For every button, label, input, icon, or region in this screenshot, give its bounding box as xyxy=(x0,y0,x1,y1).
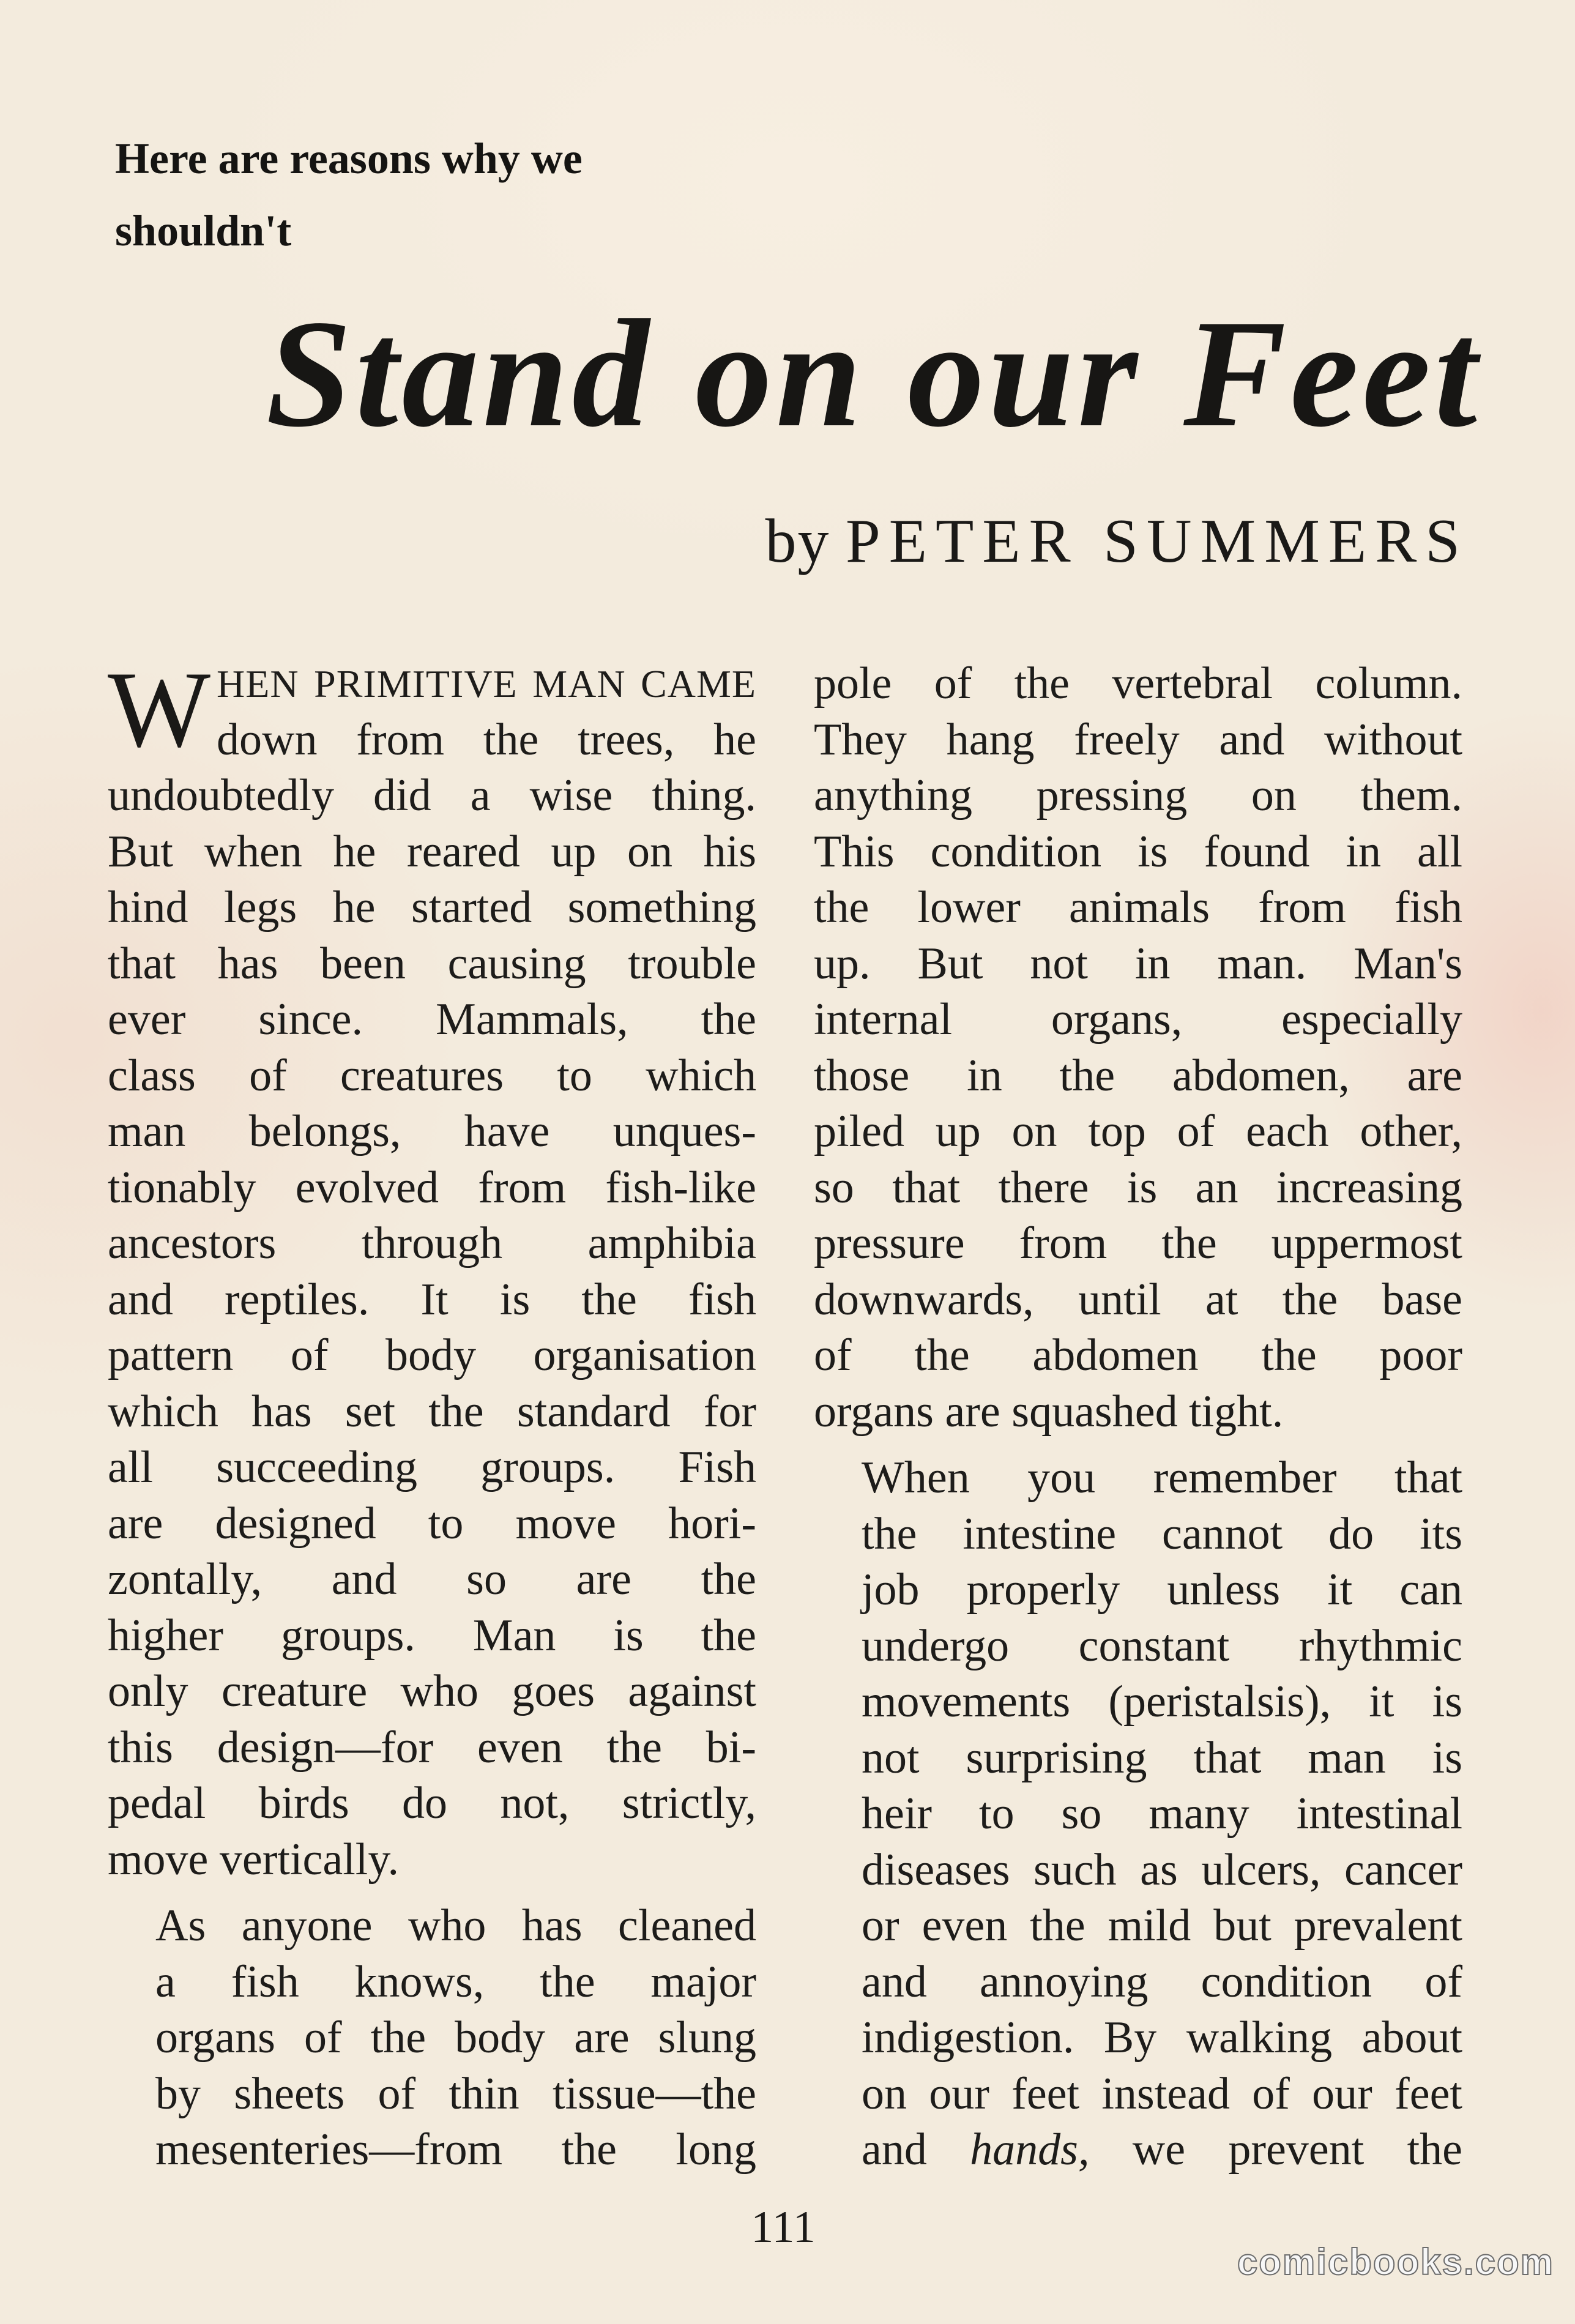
watermark-logo: comicbooks.com xyxy=(1237,2241,1554,2282)
text-line: pattern of body organisation xyxy=(108,1330,756,1380)
text-line: organs are squashed tight. xyxy=(814,1386,1284,1437)
paragraph-4 xyxy=(814,1450,1462,2178)
text-line: that has been causing trouble xyxy=(108,938,756,989)
text-line: downwards, until at the base xyxy=(814,1274,1462,1325)
text-line: hind legs he started something xyxy=(108,882,756,933)
text-line: zontally, and so are the xyxy=(108,1554,756,1604)
right-paragraph-2-lines xyxy=(814,1450,1462,2122)
text-line: indigestion. By walking about xyxy=(862,2013,1462,2063)
byline-author: PETER SUMMERS xyxy=(845,507,1469,576)
text-line: those in the abdomen, are xyxy=(814,1050,1462,1101)
left-paragraph-2-lines xyxy=(108,1898,756,2178)
text-line: of the abdomen the poor xyxy=(814,1330,1462,1380)
text-line: As anyone who has cleaned xyxy=(155,1901,756,1951)
right-paragraph-1-lines xyxy=(814,656,1462,1440)
text-line: and annoying condition of xyxy=(862,1956,1462,2007)
text-line: job properly unless it can xyxy=(862,1565,1462,1615)
paragraph-3 xyxy=(814,656,1462,1440)
text-line: class of creatures to which xyxy=(108,1050,756,1101)
paragraph-1 xyxy=(108,649,756,1888)
text-line: mesenteries—from the long xyxy=(155,2125,756,2175)
text-line: this design—for even the bi- xyxy=(108,1722,756,1773)
byline-by: by xyxy=(765,507,830,576)
text-line: This condition is found in all xyxy=(814,826,1462,877)
article-title: Stand on our Feet xyxy=(266,288,1481,459)
text-line: undergo constant rhythmic xyxy=(862,1620,1462,1671)
text-line: internal organs, especially xyxy=(814,994,1462,1045)
text-line: diseases such as ulcers, cancer xyxy=(862,1844,1462,1895)
emphasis-hands: hands, xyxy=(970,2125,1090,2175)
text-line: so that there is an increasing xyxy=(814,1162,1462,1213)
text-line: They hang freely and without xyxy=(814,714,1462,765)
text-line: When you remember that xyxy=(862,1453,1462,1503)
text-line: higher groups. Man is the xyxy=(108,1610,756,1661)
paragraph-2 xyxy=(108,1898,756,2178)
text-line: organs of the body are slung xyxy=(155,2013,756,2063)
text-line-end: we prevent the xyxy=(1132,2125,1462,2175)
text-line-start: and xyxy=(862,2125,927,2175)
left-column xyxy=(108,649,756,2178)
text-line: man belongs, have unques- xyxy=(108,1106,756,1156)
text-line: and reptiles. It is the fish xyxy=(108,1274,756,1325)
text-line: are designed to move hori- xyxy=(108,1498,756,1549)
text-line: ever since. Mammals, the xyxy=(108,994,756,1045)
text-line: not surprising that man is xyxy=(862,1732,1462,1783)
text-line xyxy=(814,2122,1462,2178)
text-line: ancestors through amphibia xyxy=(108,1218,756,1268)
text-line: anything pressing on them. xyxy=(814,770,1462,821)
kicker-line-1: Here are reasons why we xyxy=(115,134,583,183)
text-line: pressure from the uppermost xyxy=(814,1218,1462,1268)
kicker xyxy=(115,122,727,267)
text-line: undoubtedly did a wise thing. xyxy=(108,770,756,821)
text-line: on our feet instead of our feet xyxy=(862,2068,1462,2119)
text-line: or even the mild but prevalent xyxy=(862,1901,1462,1951)
lead-in-smallcaps: HEN PRIMITIVE MAN CAME xyxy=(217,662,756,706)
left-paragraph-1-lines xyxy=(108,712,756,1888)
text-line: move vertically. xyxy=(108,1834,400,1885)
text-line: movements (peristalsis), it is xyxy=(862,1677,1462,1727)
right-column xyxy=(814,656,1462,2178)
text-line: up. But not in man. Man's xyxy=(814,938,1462,989)
byline xyxy=(551,499,1469,584)
text-line: the lower animals from fish xyxy=(814,882,1462,933)
page-number: 111 xyxy=(751,2202,816,2252)
text-line: piled up on top of each other, xyxy=(814,1106,1462,1156)
text-line: all succeeding groups. Fish xyxy=(108,1442,756,1492)
text-line: the intestine cannot do its xyxy=(862,1508,1462,1559)
text-line: by sheets of thin tissue—the xyxy=(155,2068,756,2119)
text-line: only creature who goes against xyxy=(108,1666,756,1716)
kicker-line-2: shouldn't xyxy=(115,206,292,255)
text-line: heir to so many intestinal xyxy=(862,1789,1462,1839)
drop-cap: W xyxy=(108,649,211,770)
text-line: which has set the standard for xyxy=(108,1386,756,1437)
text-line: down from the trees, he xyxy=(217,714,756,765)
text-line: But when he reared up on his xyxy=(108,826,756,877)
text-line: tionably evolved from fish-like xyxy=(108,1162,756,1213)
text-line: a fish knows, the major xyxy=(155,1956,756,2007)
text-line: pedal birds do not, strictly, xyxy=(108,1778,756,1828)
text-line: pole of the vertebral column. xyxy=(814,658,1462,709)
